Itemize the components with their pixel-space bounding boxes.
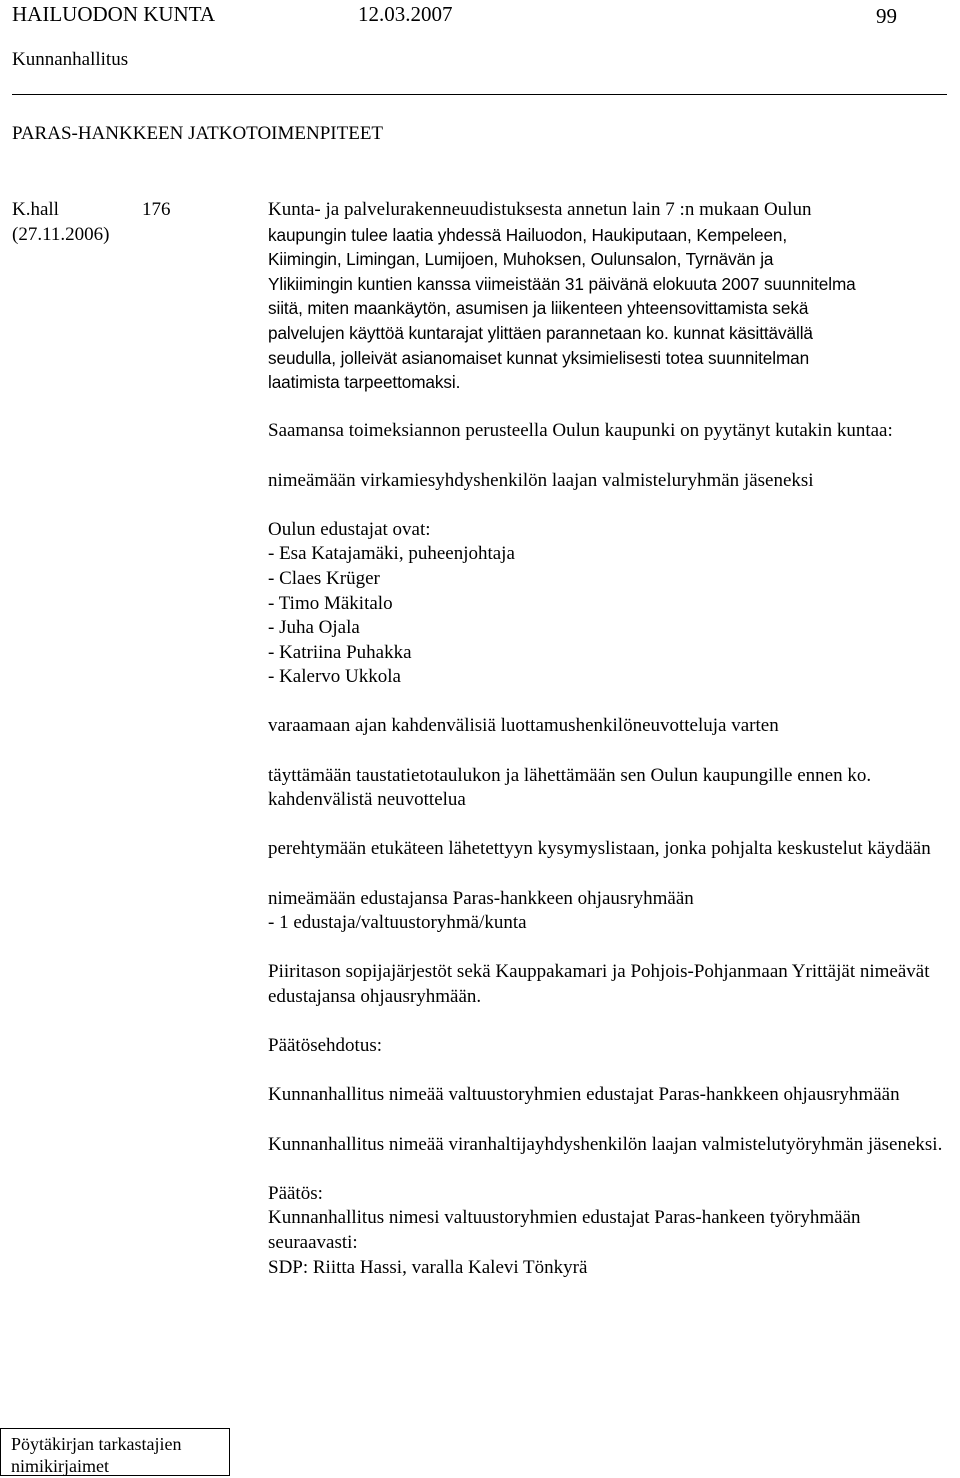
intro-line: palvelujen käyttöä kuntarajat ylittäen parannetaan ko. kunnat käsittävällä	[268, 322, 813, 343]
task-reserve-time: varaamaan ajan kahdenvälisiä luottamushenkilöneuvotteluja varten	[268, 715, 779, 737]
task-steering-group: nimeämään edustajansa Paras-hankkeen ohjausryhmään	[268, 887, 694, 909]
decision-sdp: SDP: Riitta Hassi, varalla Kalevi Tönkyrä	[268, 1256, 588, 1278]
decision-text: Kunnanhallitus nimesi valtuustoryhmien edustajat Paras-hankeen työryhmään seuraavasti:	[268, 1207, 861, 1253]
header-divider	[12, 94, 947, 95]
intro-first-line: Kunta- ja palvelurakenneuudistuksesta annetun lain 7 :n mukaan Oulun	[268, 199, 812, 220]
intro-line: Kiimingin, Limingan, Lumijoen, Muhoksen, Oulunsalon, Tyrnävän ja	[268, 249, 774, 270]
footer-label-line2: nimikirjaimet	[11, 1456, 109, 1476]
section-title: PARAS-HANKKEEN JATKOTOIMENPITEET	[12, 123, 384, 144]
intro-line: seudulla, jolleivät asianomaiset kunnat yksimielisesti totea suunnitelman	[268, 347, 810, 368]
document-date: 12.03.2007	[358, 2, 453, 26]
list-item: - Timo Mäkitalo	[268, 592, 393, 614]
reference-number: 176	[142, 199, 171, 220]
list-item: - Kalervo Ukkola	[268, 666, 401, 688]
municipality-name: HAILUODON KUNTA	[12, 2, 216, 26]
task-fill-table: täyttämään taustatietotaulukon ja lähettämään sen Oulun kaupungille ennen ko. kahdenvälistä neuvottelua	[268, 764, 872, 811]
regional-organizations: Piiritason sopijajärjestöt sekä Kauppakamari ja Pohjois-Pohjanmaan Yrittäjät nimeävät edustajansa ohjausryhmään.	[268, 961, 930, 1007]
proposal-item-1: Kunnanhallitus nimeää valtuustoryhmien edustajat Paras-hankkeen ohjausryhmään	[268, 1084, 900, 1106]
list-item: - Esa Katajamäki, puheenjohtaja	[268, 543, 515, 565]
page-number: 99	[876, 4, 897, 28]
list-item: - Katriina Puhakka	[268, 641, 412, 663]
reference-date: (27.11.2006)	[12, 224, 110, 245]
mandate-paragraph: Saamansa toimeksiannon perusteella Oulun kaupunki on pyytänyt kutakin kuntaa:	[268, 420, 893, 442]
main-body	[268, 198, 954, 1280]
decision-heading: Päätös:	[268, 1182, 323, 1204]
task-steering-group-detail: - 1 edustaja/valtuustoryhmä/kunta	[268, 912, 527, 934]
list-item: - Claes Krüger	[268, 567, 380, 589]
footer-label-line1: Pöytäkirjan tarkastajien	[11, 1434, 182, 1454]
governing-body: Kunnanhallitus	[12, 49, 129, 70]
intro-line: Ylikiimingin kuntien kanssa viimeistään 31 päivänä elokuuta 2007 suunnitelma	[268, 273, 856, 294]
intro-line: siitä, miten maankäytön, asumisen ja liikenteen yhteensovittamista sekä	[268, 298, 809, 319]
reference-board: K.hall	[12, 199, 59, 220]
intro-line: laatimista tarpeettomaksi.	[268, 372, 461, 393]
oulu-reps-heading: Oulun edustajat ovat:	[268, 518, 431, 540]
task-appoint-official: nimeämään virkamiesyhdyshenkilön laajan valmisteluryhmän jäseneksi	[268, 469, 814, 491]
intro-paragraph	[268, 223, 954, 395]
list-item: - Juha Ojala	[268, 617, 360, 639]
task-questionnaire: perehtymään etukäteen lähetettyyn kysymyslistaan, jonka pohjalta keskustelut käydään	[268, 838, 931, 860]
proposal-heading: Päätösehdotus:	[268, 1035, 382, 1057]
oulu-reps-list	[268, 542, 954, 690]
intro-line: kaupungin tulee laatia yhdessä Hailuodon, Haukiputaan, Kempeleen,	[268, 224, 788, 245]
proposal-item-2: Kunnanhallitus nimeää viranhaltijayhdyshenkilön laajan valmistelutyöryhmän jäseneksi.	[268, 1133, 943, 1155]
initials-box	[0, 1428, 230, 1476]
